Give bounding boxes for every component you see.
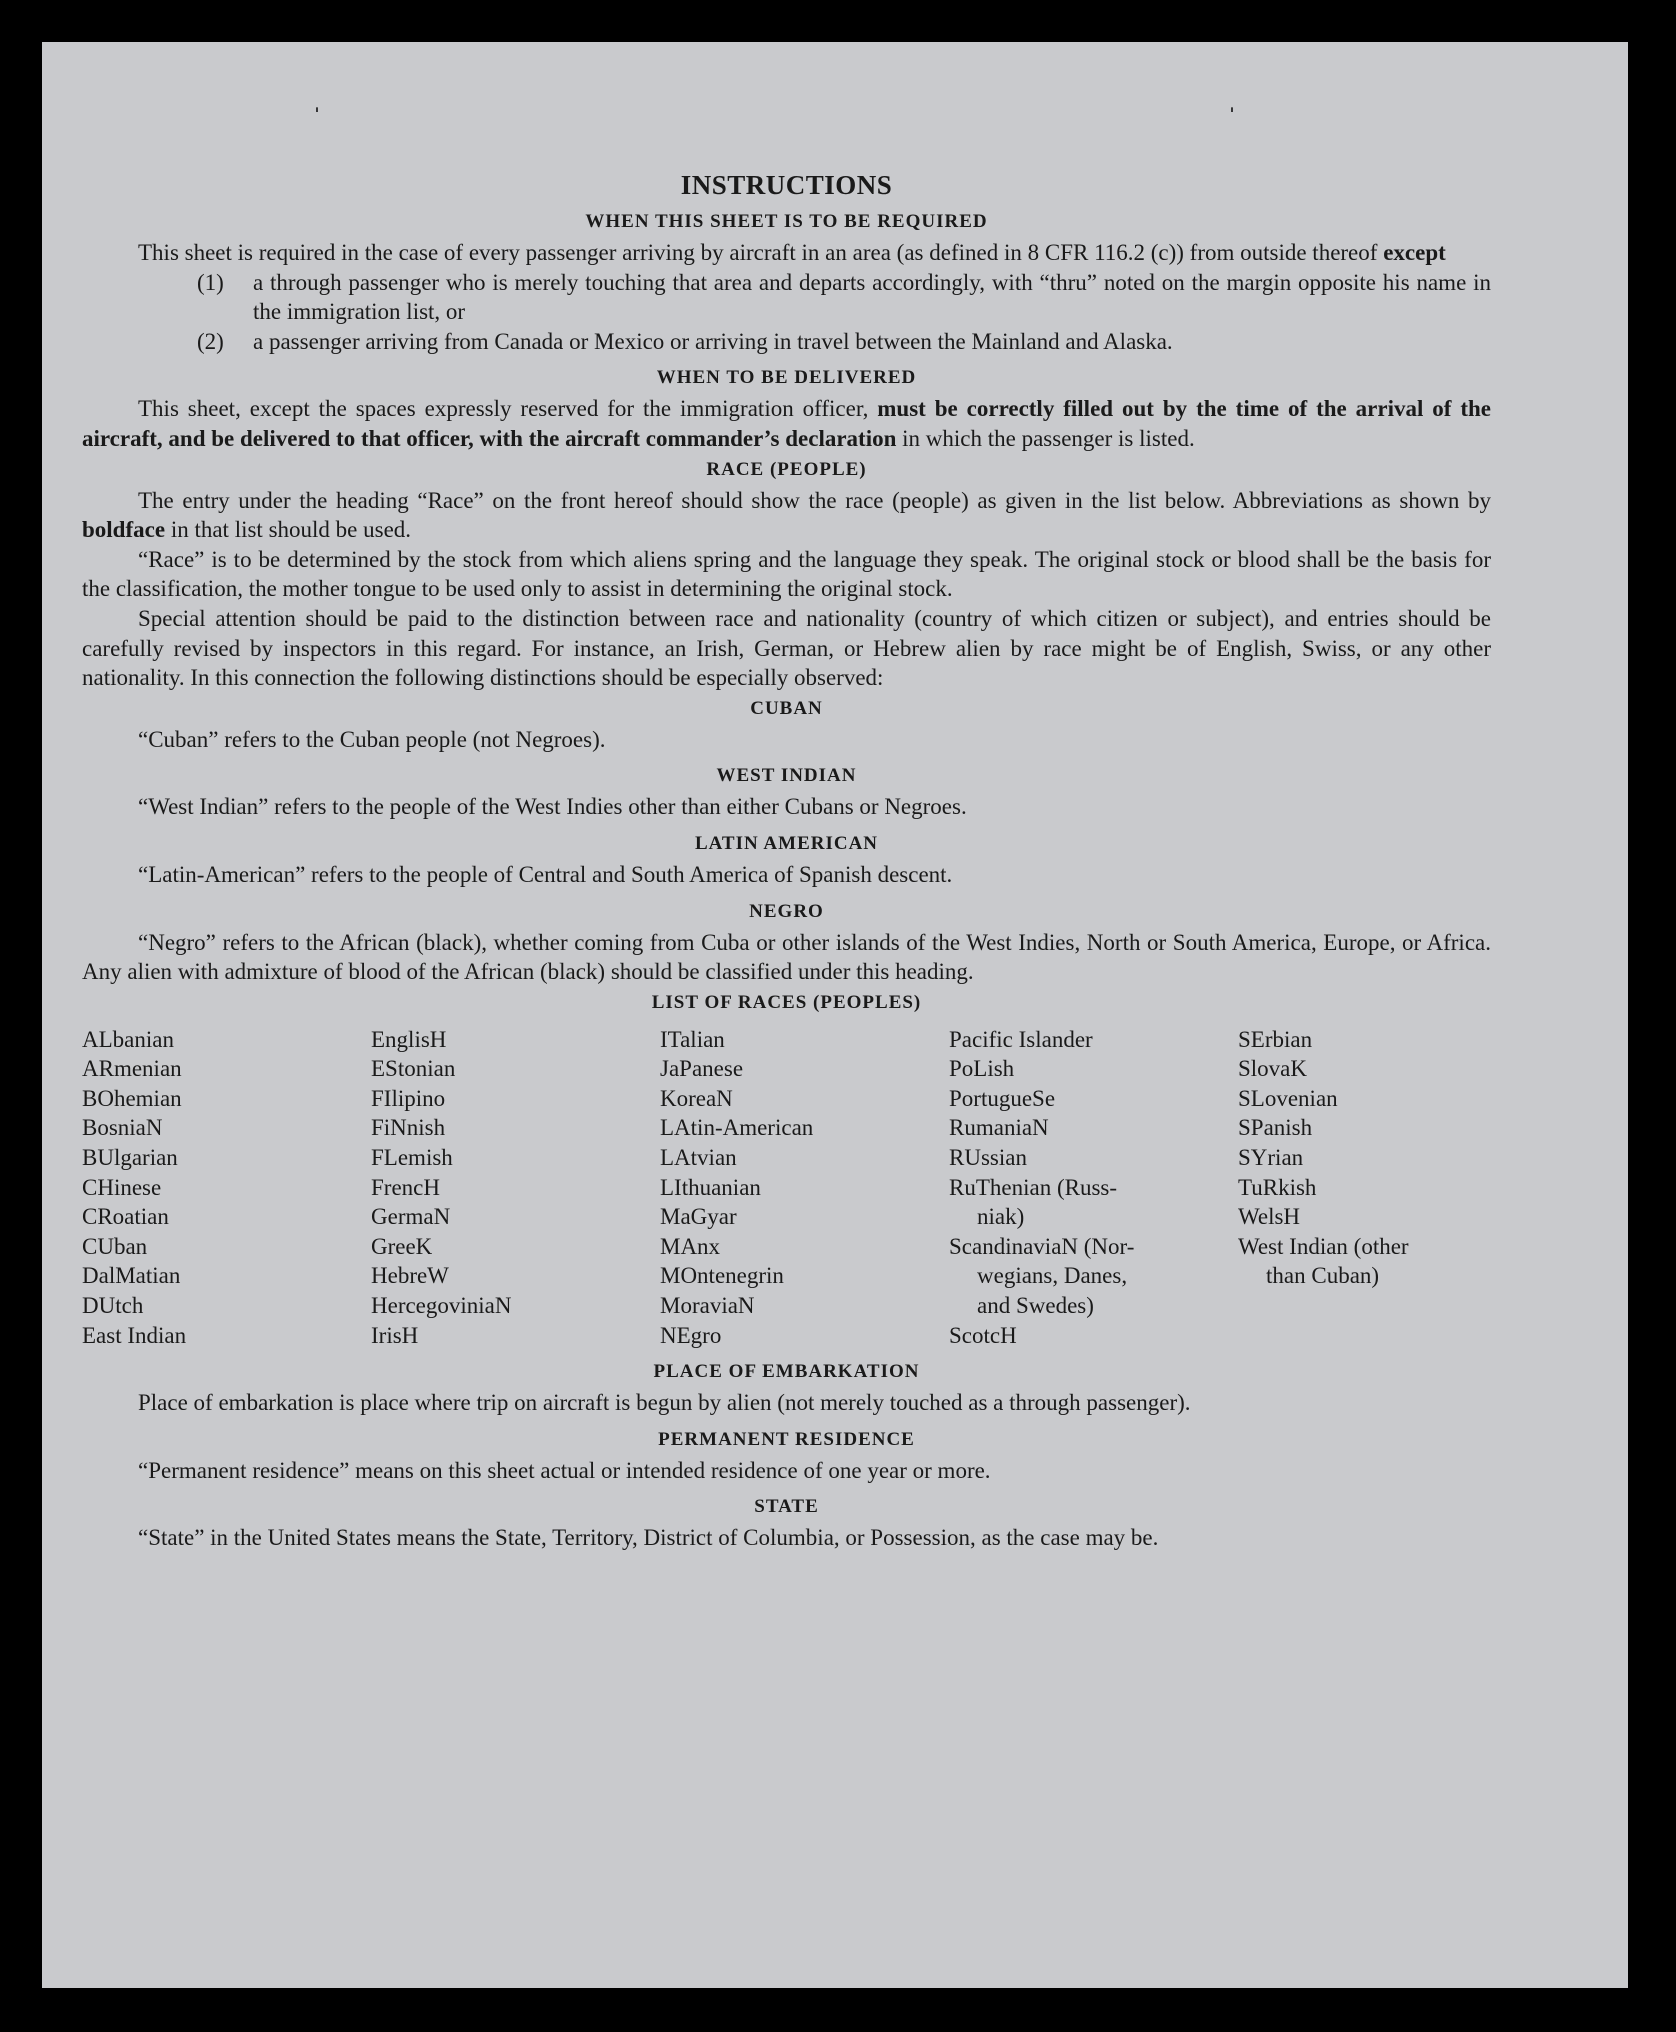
race-entry: MAnx (660, 1233, 721, 1259)
heading-negro: NEGRO (749, 900, 824, 922)
race-entry: FiNnish (371, 1115, 446, 1141)
race-entry: LAtin-American (660, 1115, 814, 1141)
heading-embarkation: PLACE OF EMBARKATION (653, 1361, 920, 1383)
heading-cuban: CUBAN (750, 697, 823, 719)
race-entry: SLovenian (1238, 1085, 1338, 1111)
race-entry: DUtch (82, 1293, 144, 1319)
race-entry: EStonian (371, 1056, 456, 1082)
race-entry: SYrian (1238, 1145, 1304, 1171)
race-entry: ScandinaviaN (Nor- (949, 1233, 1135, 1259)
race-entry: ALbanian (82, 1026, 174, 1052)
instructions-content (82, 168, 1491, 1553)
race-entry: East Indian (82, 1322, 187, 1348)
race-paragraph-3: Special attention should be paid to the distinction between race and nationality (country of which citizen or subject), and entries should be carefully revised by inspectors in this regard. For instance, an Irish, German, or Hebrew alien by race might be of English, Swiss, or any other nationality. In this connection the following distinctions should be especially observed: (82, 605, 1491, 691)
race-entry: WelsH (1238, 1204, 1301, 1230)
race-entry: BosniaN (82, 1115, 163, 1141)
race-entry: EnglisH (371, 1026, 447, 1052)
races-column (371, 1025, 660, 1351)
heading-race: RACE (PEOPLE) (706, 458, 867, 480)
race-entry: West Indian (other (1238, 1233, 1409, 1259)
race-paragraph-2: “Race” is to be determined by the stock from which aliens spring and the language they speak. The original stock or blood shall be the basis for the classification, the mother tongue to be used only to assist in determining the original stock. (82, 546, 1491, 602)
cuban-text: “Cuban” refers to the Cuban people (not Negroes). (138, 726, 606, 752)
race-entry: FrencH (371, 1174, 440, 1200)
races-column (949, 1025, 1238, 1351)
race-entry: RuThenian (Russ- (949, 1174, 1118, 1200)
race-entry: HercegoviniaN (371, 1293, 512, 1319)
race-entry: HebreW (371, 1263, 449, 1289)
latin-american-text: “Latin-American” refers to the people of Central and South America of Spanish descent. (138, 861, 953, 887)
page-title: INSTRUCTIONS (680, 170, 893, 200)
heading-required: WHEN THIS SHEET IS TO BE REQUIRED (585, 211, 988, 232)
race-entry: CRoatian (82, 1204, 169, 1230)
race-entry: IrisH (371, 1322, 419, 1348)
required-intro: This sheet is required in the case of every passenger arriving by aircraft in an area (as defined in 8 CFR 116.2 (c)) from outside thereof except (138, 240, 1446, 265)
race-entry: JaPanese (660, 1056, 744, 1082)
page-mark-left: ˈ (312, 102, 322, 135)
race-entry: KoreaN (660, 1085, 733, 1111)
west-indian-text: “West Indian” refers to the people of the West Indies other than either Cubans or Negroes. (138, 794, 967, 820)
race-entry: FLemish (371, 1145, 453, 1171)
races-list (82, 1025, 1491, 1351)
negro-text: “Negro” refers to the African (black), whether coming from Cuba or other islands of the West Indies, North or South America, Europe, or Africa. Any alien with admixture of blood of the African (black) should be classified under this heading. (82, 929, 1491, 985)
race-entry: NEgro (660, 1322, 722, 1348)
race-entry: MOntenegrin (660, 1263, 784, 1289)
race-entry: Pacific Islander (949, 1026, 1093, 1052)
race-entry: SPanish (1238, 1115, 1313, 1141)
race-entry: GermaN (371, 1204, 451, 1230)
race-entry: ITalian (660, 1026, 725, 1052)
race-entry: BOhemian (82, 1085, 182, 1111)
race-entry: GreeK (371, 1233, 433, 1259)
races-column (1238, 1025, 1491, 1351)
race-entry: LIthuanian (660, 1174, 761, 1200)
race-entry-continued: than Cuban) (1266, 1263, 1380, 1289)
state-text: “State” in the United States means the State, Territory, District of Columbia, or Possession, as the case may be. (138, 1525, 1159, 1551)
heading-state: STATE (754, 1496, 819, 1518)
race-entry: CUban (82, 1233, 148, 1259)
heading-west-indian: WEST INDIAN (716, 765, 857, 787)
race-paragraph-1: The entry under the heading “Race” on the front hereof should show the race (people) as given in the list below. Abbreviations as shown by boldface in that list should be used. (82, 487, 1491, 543)
race-entry: BUlgarian (82, 1145, 178, 1171)
race-entry: CHinese (82, 1174, 162, 1200)
page-mark-right: ˈ (1227, 102, 1237, 135)
race-entry: PoLish (949, 1056, 1015, 1082)
race-entry: PortugueSe (949, 1085, 1056, 1111)
heading-delivered: WHEN TO BE DELIVERED (656, 367, 917, 389)
race-entry: SlovaK (1238, 1056, 1307, 1082)
race-entry: FIlipino (371, 1085, 446, 1111)
races-column (82, 1025, 371, 1351)
delivered-text: This sheet, except the spaces expressly reserved for the immigration officer, must be correctly filled out by the time of the arrival of the aircraft, and be delivered to that officer, with the aircraft commander’s declaration in which the passenger is listed. (82, 396, 1492, 451)
race-entry: RUssian (949, 1145, 1027, 1171)
race-entry-continued: and Swedes) (977, 1293, 1094, 1319)
races-column (660, 1025, 949, 1351)
required-item: (1) a through passenger who is merely touching that area and departs accordingly, with “thru” noted on the margin opposite his name in the immigration list, or (197, 269, 1491, 325)
race-entry-continued: niak) (977, 1204, 1025, 1230)
required-item: (2) a passenger arriving from Canada or Mexico or arriving in travel between the Mainland and Alaska. (197, 328, 1173, 354)
document-sheet (42, 42, 1628, 1988)
embarkation-text: Place of embarkation is place where trip on aircraft is begun by alien (not merely touched as a through passenger). (138, 1390, 1191, 1416)
heading-permanent-residence: PERMANENT RESIDENCE (658, 1428, 915, 1450)
race-entry-continued: wegians, Danes, (977, 1263, 1128, 1289)
race-entry: SErbian (1238, 1026, 1313, 1052)
race-entry: DalMatian (82, 1263, 181, 1289)
race-entry: MoraviaN (660, 1293, 755, 1319)
permanent-residence-text: “Permanent residence” means on this sheet actual or intended residence of one year or more. (138, 1457, 991, 1483)
race-entry: ARmenian (82, 1056, 182, 1082)
race-entry: ScotcH (949, 1322, 1017, 1348)
heading-list-of-races: LIST OF RACES (PEOPLES) (651, 991, 922, 1013)
race-entry: LAtvian (660, 1145, 737, 1171)
race-entry: MaGyar (660, 1204, 737, 1230)
race-entry: RumaniaN (949, 1115, 1049, 1141)
race-entry: TuRkish (1238, 1174, 1317, 1200)
heading-latin-american: LATIN AMERICAN (694, 832, 879, 854)
